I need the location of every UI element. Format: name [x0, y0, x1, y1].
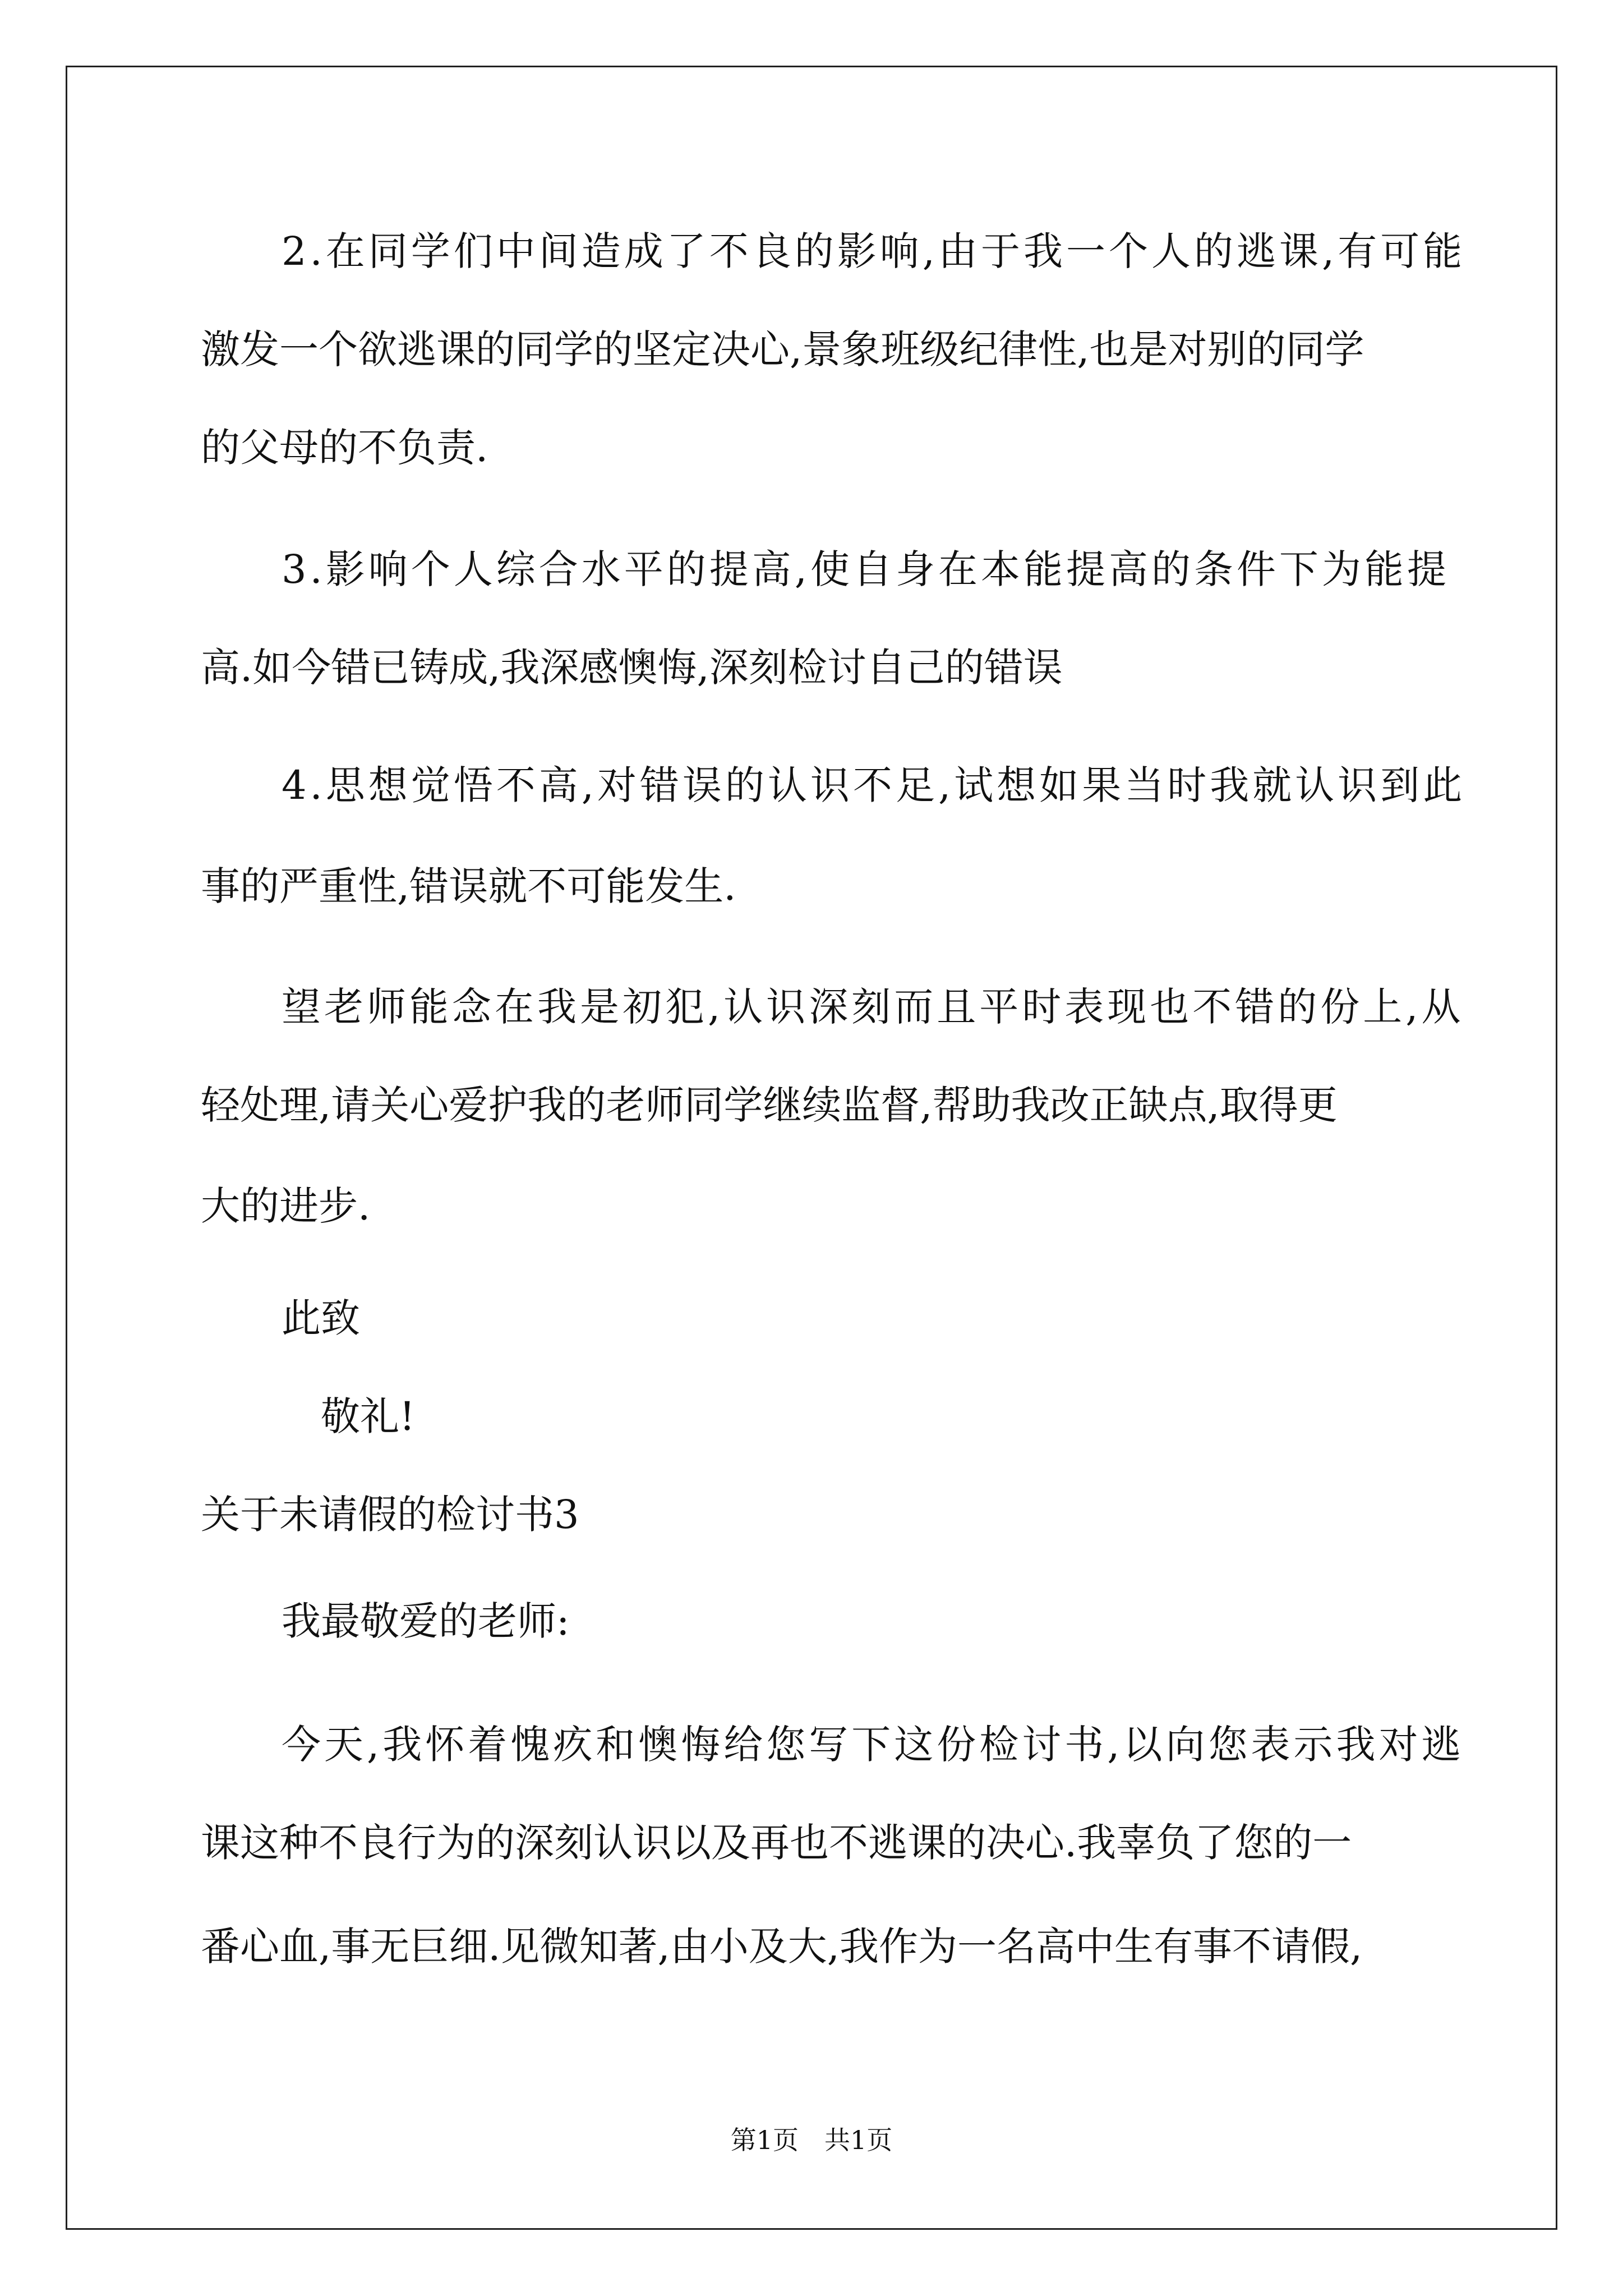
paragraph-line: 2.在同学们中间造成了不良的影响,由于我一个人的逃课,有可能: [282, 228, 1466, 274]
paragraph-line: 望老师能念在我是初犯,认识深刻而且平时表现也不错的份上,从: [282, 984, 1464, 1030]
paragraph-line: 高.如今错已铸成,我深感懊悔,深刻检讨自己的错误: [201, 645, 1063, 691]
paragraph-line: 大的进步.: [201, 1183, 371, 1229]
closing-line: 此致: [282, 1295, 360, 1341]
salutation-line: 敬礼!: [321, 1393, 416, 1439]
paragraph-line: 4.思想觉悟不高,对错误的认识不足,试想如果当时我就认识到此: [282, 762, 1466, 808]
page-border: [66, 66, 1557, 2230]
paragraph-line: 的父母的不负责.: [201, 425, 488, 471]
paragraph-line: 轻处理,请关心爱护我的老师同学继续监督,帮助我改正缺点,取得更: [201, 1082, 1338, 1128]
section-title: 关于未请假的检讨书3: [201, 1492, 579, 1538]
paragraph-line: 今天,我怀着愧疚和懊悔给您写下这份检讨书,以向您表示我对逃: [282, 1722, 1464, 1768]
paragraph-line: 番心血,事无巨细.见微知著,由小及大,我作为一名高中生有事不请假,: [201, 1924, 1363, 1970]
paragraph-line: 激发一个欲逃课的同学的坚定决心,景象班级纪律性,也是对别的同学: [201, 326, 1364, 372]
paragraph-line: 课这种不良行为的深刻认识以及再也不逃课的决心.我辜负了您的一: [201, 1820, 1352, 1866]
page-number-footer: 第1页 共1页: [730, 2125, 893, 2155]
paragraph-line: 事的严重性,错误就不可能发生.: [201, 863, 736, 909]
paragraph-line: 3.影响个人综合水平的提高,使自身在本能提高的条件下为能提: [282, 546, 1450, 592]
greeting-line: 我最敬爱的老师:: [282, 1598, 570, 1644]
